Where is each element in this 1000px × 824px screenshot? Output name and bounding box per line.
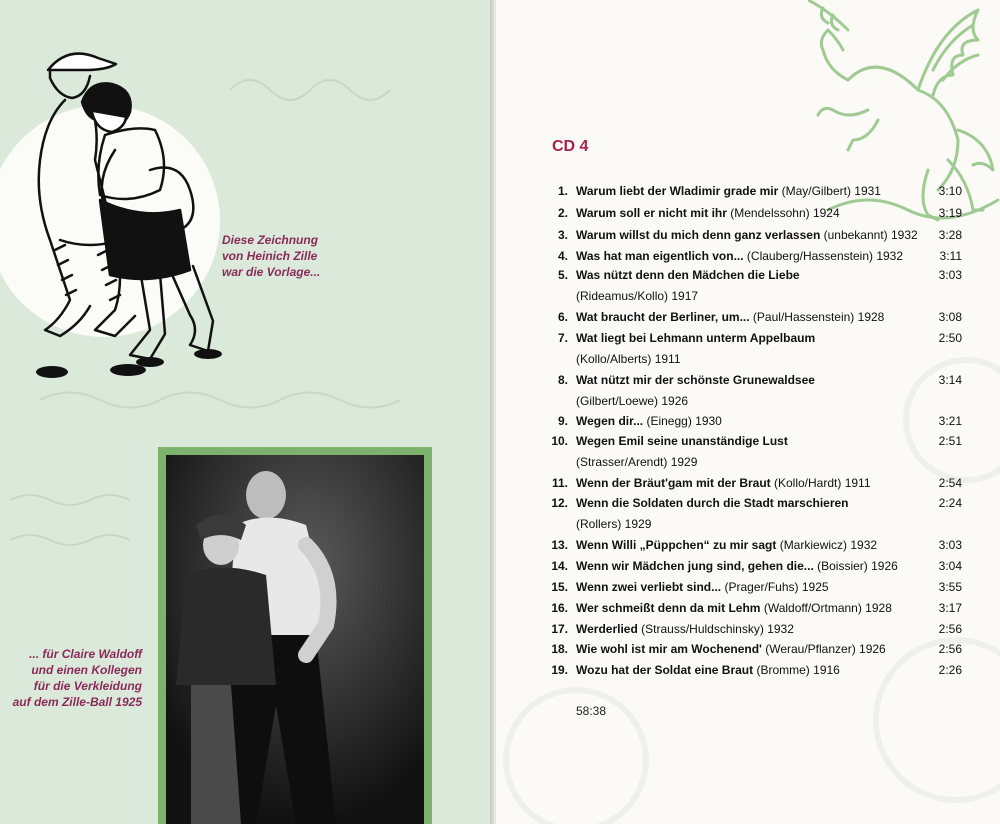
- dancing-couple-photo: [166, 455, 424, 824]
- track-title: Wat nützt mir der schönste Grunewaldsee: [576, 373, 815, 387]
- caption-bottom-line-3: für die Verkleidung: [33, 679, 142, 693]
- track-title: Warum liebt der Wladimir grade mir: [576, 184, 779, 198]
- caption-bottom-line-1: ... für Claire Waldoff: [29, 647, 142, 661]
- total-duration: 58:38: [576, 704, 607, 718]
- track-title-line: [576, 268, 800, 282]
- track-title: Warum willst du mich denn ganz verlassen: [576, 228, 821, 242]
- track-number: 13.: [551, 538, 568, 552]
- track-duration: 3:03: [938, 268, 962, 282]
- caption-top-line-2: von Heinich Zille: [222, 249, 318, 263]
- track-credits: (Markiewicz) 1932: [776, 538, 878, 552]
- track-number: 2.: [557, 206, 568, 220]
- track-title-line: [576, 331, 815, 345]
- track-title: Wenn die Soldaten durch die Stadt marschieren: [576, 496, 849, 510]
- track-title: Wat liegt bei Lehmann unterm Appelbaum: [576, 331, 816, 345]
- track-number: 19.: [551, 663, 568, 677]
- track-title: Wegen Emil seine unanständige Lust: [576, 434, 788, 448]
- caption-top-line-3: war die Vorlage...: [222, 265, 321, 279]
- track-title-line: [576, 580, 829, 594]
- track-credits: (Kollo/Alberts) 1911: [576, 352, 681, 366]
- track-title: Warum soll er nicht mit ihr: [576, 206, 727, 220]
- caption-bottom-line-4: auf dem Zille-Ball 1925: [12, 695, 142, 709]
- track-credits: (Kollo/Hardt) 1911: [770, 476, 871, 490]
- track-title-line: [576, 414, 722, 428]
- track-duration: 3:21: [938, 414, 962, 428]
- caption-top-line-1: Diese Zeichnung: [222, 233, 319, 247]
- track-title-line: [576, 559, 898, 573]
- track-credits: (May/Gilbert) 1931: [778, 184, 881, 198]
- track-title-line: [576, 206, 840, 220]
- track-credits: (Prager/Fuhs) 1925: [721, 580, 829, 594]
- track-number: 18.: [551, 642, 568, 656]
- track-credits: (Boissier) 1926: [813, 559, 898, 573]
- track-number: 9.: [557, 414, 568, 428]
- track-number: 15.: [551, 580, 568, 594]
- cd-title: CD 4: [552, 138, 589, 155]
- track-number: 12.: [551, 496, 568, 510]
- track-duration: 3:14: [938, 373, 962, 387]
- track-title: Wenn wir Mädchen jung sind, gehen die...: [576, 559, 814, 573]
- track-title: Wat braucht der Berliner, um...: [576, 310, 750, 324]
- track-title: Wer schmeißt denn da mit Lehm: [576, 601, 761, 615]
- track-title: Wozu hat der Soldat eine Braut: [576, 663, 754, 677]
- track-title: Wegen dir...: [576, 414, 644, 428]
- track-title-line: [576, 310, 884, 324]
- track-credits: (Waldoff/Ortmann) 1928: [760, 601, 892, 615]
- track-title: Wie wohl ist mir am Wochenend': [576, 642, 762, 656]
- track-number: 14.: [551, 559, 568, 573]
- track-credits: (Rideamus/Kollo) 1917: [576, 289, 699, 303]
- track-title: Was hat man eigentlich von...: [576, 249, 744, 263]
- track-number: 10.: [551, 434, 568, 448]
- track-title-line: [576, 538, 877, 552]
- track-duration: 3:28: [938, 228, 962, 242]
- track-title-line: [576, 496, 849, 510]
- track-duration: 3:10: [938, 184, 962, 198]
- track-number: 8.: [557, 373, 568, 387]
- track-duration: 3:55: [938, 580, 962, 594]
- track-number: 11.: [551, 476, 568, 490]
- track-title: Wenn Willi „Püppchen“ zu mir sagt: [576, 538, 777, 552]
- track-title-line: [576, 373, 815, 387]
- track-number: 3.: [557, 228, 568, 242]
- track-credits: (Strasser/Arendt) 1929: [576, 455, 698, 469]
- track-number: 5.: [557, 268, 568, 282]
- track-number: 4.: [557, 249, 568, 263]
- track-duration: 3:19: [938, 206, 962, 220]
- track-title-line: [576, 434, 788, 448]
- track-title: Wenn der Bräut'gam mit der Braut: [576, 476, 771, 490]
- track-duration: 2:54: [938, 476, 962, 490]
- track-credits: (Paul/Hassenstein) 1928: [749, 310, 885, 324]
- caption-bottom: [0, 646, 142, 710]
- track-duration: 3:04: [938, 559, 962, 573]
- track-number: 16.: [551, 601, 568, 615]
- track-credits: (Strauss/Huldschinsky) 1932: [637, 622, 794, 636]
- dancing-couple-drawing: [20, 40, 250, 400]
- track-number: 6.: [557, 310, 568, 324]
- track-title-line: [576, 184, 881, 198]
- track-duration: 3:08: [938, 310, 962, 324]
- track-duration: 2:56: [938, 642, 962, 656]
- track-credits: (Gilbert/Loewe) 1926: [576, 394, 689, 408]
- track-number: 7.: [557, 331, 568, 345]
- track-title-line: [576, 601, 892, 615]
- track-credits: (Einegg) 1930: [643, 414, 722, 428]
- track-credits: (Clauberg/Hassenstein) 1932: [743, 249, 904, 263]
- track-number: 1.: [557, 184, 568, 198]
- track-title: Was nützt denn den Mädchen die Liebe: [576, 268, 800, 282]
- track-credits: (unbekannt) 1932: [820, 228, 918, 242]
- track-duration: 2:51: [938, 434, 962, 448]
- track-title-line: [576, 663, 840, 677]
- caption-top: [222, 232, 320, 280]
- track-title-line: [576, 642, 886, 656]
- track-title-line: [576, 249, 903, 263]
- track-duration: 2:26: [938, 663, 962, 677]
- track-duration: 3:03: [938, 538, 962, 552]
- photo-image: [166, 455, 424, 824]
- caption-bottom-line-2: und einen Kollegen: [31, 663, 142, 677]
- track-title-line: [576, 228, 918, 242]
- track-credits: (Rollers) 1929: [576, 517, 652, 531]
- track-number: 17.: [551, 622, 568, 636]
- track-credits: (Bromme) 1916: [753, 663, 840, 677]
- track-title: Wenn zwei verliebt sind...: [576, 580, 722, 594]
- left-page: [0, 0, 494, 824]
- track-title-line: [576, 622, 794, 636]
- track-duration: 3:11: [939, 249, 962, 263]
- track-title-line: [576, 476, 871, 490]
- track-credits: (Werau/Pflanzer) 1926: [761, 642, 886, 656]
- track-title: Werderlied: [576, 622, 638, 636]
- track-duration: 3:17: [938, 601, 962, 615]
- track-duration: 2:50: [938, 331, 962, 345]
- track-duration: 2:56: [938, 622, 962, 636]
- track-credits: (Mendelssohn) 1924: [726, 206, 840, 220]
- track-duration: 2:24: [938, 496, 962, 510]
- right-page: [496, 0, 1000, 824]
